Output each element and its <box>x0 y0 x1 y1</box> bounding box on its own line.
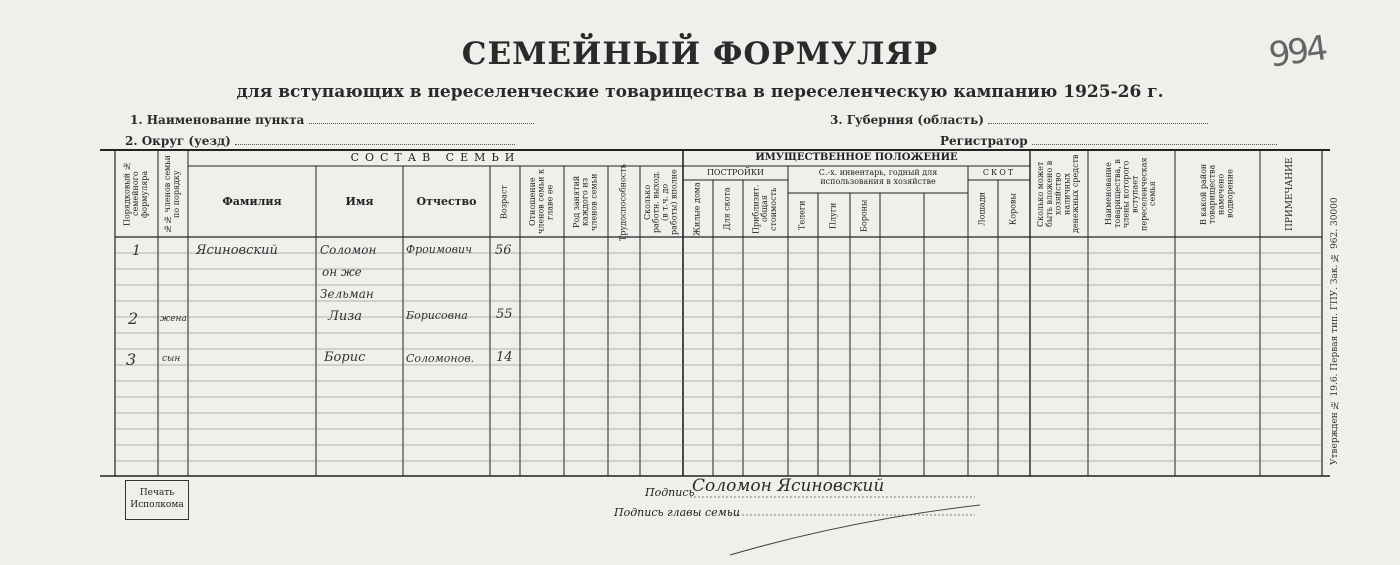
surname-header: Фамилия <box>222 195 282 208</box>
seal-line-1: Печать <box>139 488 175 499</box>
row4-member: жена <box>160 314 187 324</box>
registrar-label: Регистратор <box>940 134 1028 148</box>
ordinal-header: Порядковый № семейного формуляра <box>122 161 149 227</box>
row4-age: 55 <box>496 307 513 322</box>
work-count-header: Сколько работн. выход. (в т.ч. до работы) вполне <box>642 169 679 235</box>
cows-header: Коровы <box>1008 193 1018 225</box>
row4-ordinal: 2 <box>128 309 139 328</box>
executive-committee-seal <box>125 480 189 520</box>
relation-header: Отношение членов семьи к главе ее <box>527 169 555 235</box>
property-status-header: ИМУЩЕСТВЕННОЕ ПОЛОЖЕНИЕ <box>755 152 958 163</box>
age-header: Возраст <box>499 185 509 219</box>
head-signature-label: Подпись главы семьи <box>614 506 740 519</box>
row4-name: Лиза <box>328 309 363 324</box>
work-capacity-header: Трудоспособность <box>618 163 628 241</box>
ploughs-header: Плуги <box>828 202 838 229</box>
province-label: 3. Губерния (область) <box>830 113 984 127</box>
patronymic-header: Отчество <box>416 195 477 208</box>
seal-line-2: Исполкома <box>130 500 184 510</box>
document-subtitle: для вступающих в переселенческие товарищества в переселенческую кампанию 1925-26 г. <box>236 82 1164 102</box>
row3-name: Зельман <box>320 287 374 301</box>
horses-header: Лошади <box>977 192 987 226</box>
archive-number: 994 <box>1266 28 1328 76</box>
livestock-header: СКОТ <box>982 168 1016 177</box>
signature-label: Подпись <box>645 486 695 499</box>
member-no-header: №№ членов семьи по порядку <box>163 155 181 233</box>
row1-surname: Ясиновский <box>196 243 278 258</box>
occupation-header: Род занятий каждого из членов семьи <box>571 173 599 231</box>
row1-name: Соломон <box>320 243 377 257</box>
buildings-header: ПОСТРОЙКИ <box>706 168 765 177</box>
family-composition-header: СОСТАВ СЕМЬИ <box>350 151 521 164</box>
row1-age: 56 <box>495 243 512 258</box>
district-label: 2. Округ (уезд) <box>125 134 231 148</box>
row4-patronymic: Борисовна <box>406 309 468 322</box>
row5-member: сын <box>162 354 181 364</box>
row1-ordinal: 1 <box>132 243 141 259</box>
document-title: СЕМЕЙНЫЙ ФОРМУЛЯР <box>461 36 939 72</box>
region-header: В какой район товарищества намечено водворение <box>1198 163 1235 225</box>
row5-ordinal: 3 <box>126 350 137 369</box>
row2-name: он же <box>322 265 362 279</box>
inventory-header: С.-х. инвентарь, годный для использования в хозяйстве <box>818 168 938 187</box>
row5-name: Борис <box>324 350 366 365</box>
for-cattle-header: Для скота <box>722 187 732 231</box>
dwelling-header: Жилые дома <box>692 182 702 236</box>
printer-imprint: Утвержден № 19.6. Первая тип. ГПУ. Зак. № 962. 30000 <box>1330 197 1340 465</box>
signature: Соломон Ясиновский <box>692 476 885 496</box>
name-header: Имя <box>345 195 374 208</box>
point-label: 1. Наименование пункта <box>130 113 305 127</box>
association-header: Наименование товарищества, в члены которого вступает переселенческая семья <box>1104 157 1158 231</box>
cash-header: Сколько может быть вложено в хозяйство наличных денежных средств <box>1036 154 1081 234</box>
row5-patronymic: Соломонов. <box>406 352 475 365</box>
row5-age: 14 <box>496 350 513 365</box>
harrows-header: Бороны <box>859 199 869 232</box>
value-header: Приблизит. общая стоимость <box>751 184 778 234</box>
row1-patronymic: Фроимович <box>406 243 472 256</box>
notes-header: ПРИМЕЧАНИЕ <box>1285 157 1296 231</box>
carts-header: Телеги <box>797 200 807 231</box>
